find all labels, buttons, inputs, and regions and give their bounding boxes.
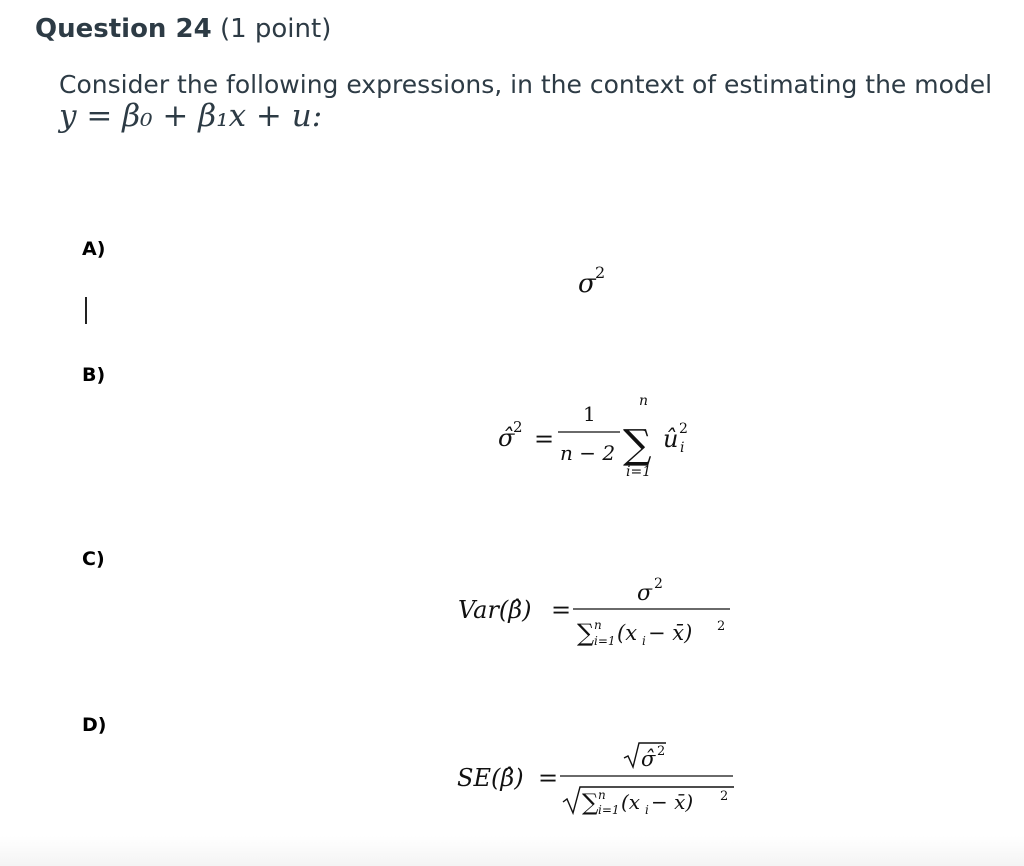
b-term-sub: i	[680, 440, 685, 456]
option-d-label: D)	[82, 714, 107, 736]
c-num-sup: 2	[654, 576, 663, 592]
c-den-sup: n	[594, 618, 602, 632]
c-den-sub: i=1	[594, 634, 616, 648]
question-prompt: Consider the following expressions, in the context of estimating the model	[59, 70, 993, 99]
d-den-exp: 2	[720, 789, 729, 804]
question-title: Question 24	[35, 14, 212, 44]
option-b-label: B)	[82, 364, 106, 386]
b-term: û	[663, 425, 679, 453]
d-den-sup: n	[598, 788, 606, 802]
c-den-rest: − x̄)	[648, 621, 693, 645]
d-den-i: i	[645, 803, 649, 817]
d-num-sup: 2	[657, 744, 666, 759]
a-sup: 2	[595, 263, 606, 282]
option-b-formula	[498, 393, 688, 480]
option-c-formula	[458, 576, 730, 648]
b-numerator: 1	[583, 402, 596, 426]
c-den-i: i	[642, 634, 646, 648]
c-equals: =	[551, 596, 572, 624]
c-lhs: Var(β̂)	[458, 596, 532, 624]
question-points: (1 point)	[219, 14, 332, 44]
c-den-sum: ∑	[577, 619, 595, 647]
d-lhs: SE(β̂)	[457, 764, 524, 792]
d-den-sum: ∑	[582, 790, 599, 816]
option-a-formula	[578, 263, 605, 299]
d-equals: =	[538, 764, 559, 792]
b-lhs: σ̂	[498, 424, 515, 452]
c-den-body: (x	[617, 621, 638, 645]
d-den-rest: − x̄)	[651, 790, 694, 814]
option-a-label: A)	[82, 238, 106, 260]
b-sum-top: n	[639, 393, 649, 409]
b-sum-sign: ∑	[623, 422, 652, 468]
model-equation: y = β₀ + β₁x + u:	[59, 98, 323, 134]
c-den-exp: 2	[717, 619, 726, 634]
b-equals: =	[534, 425, 555, 453]
option-c-label: C)	[82, 548, 105, 570]
b-term-sup: 2	[679, 421, 688, 437]
b-sum-bottom: i=1	[626, 464, 652, 480]
bottom-fade	[0, 836, 1024, 866]
b-denominator: n − 2	[560, 441, 616, 465]
d-num-sigma: σ̂	[641, 747, 656, 771]
a-sigma: σ	[578, 269, 596, 299]
c-num-sigma: σ	[637, 581, 653, 606]
option-d-formula	[457, 743, 734, 817]
d-den-body: (x	[621, 790, 641, 814]
b-lhs-sup: 2	[513, 418, 523, 436]
d-den-sub: i=1	[598, 803, 620, 817]
